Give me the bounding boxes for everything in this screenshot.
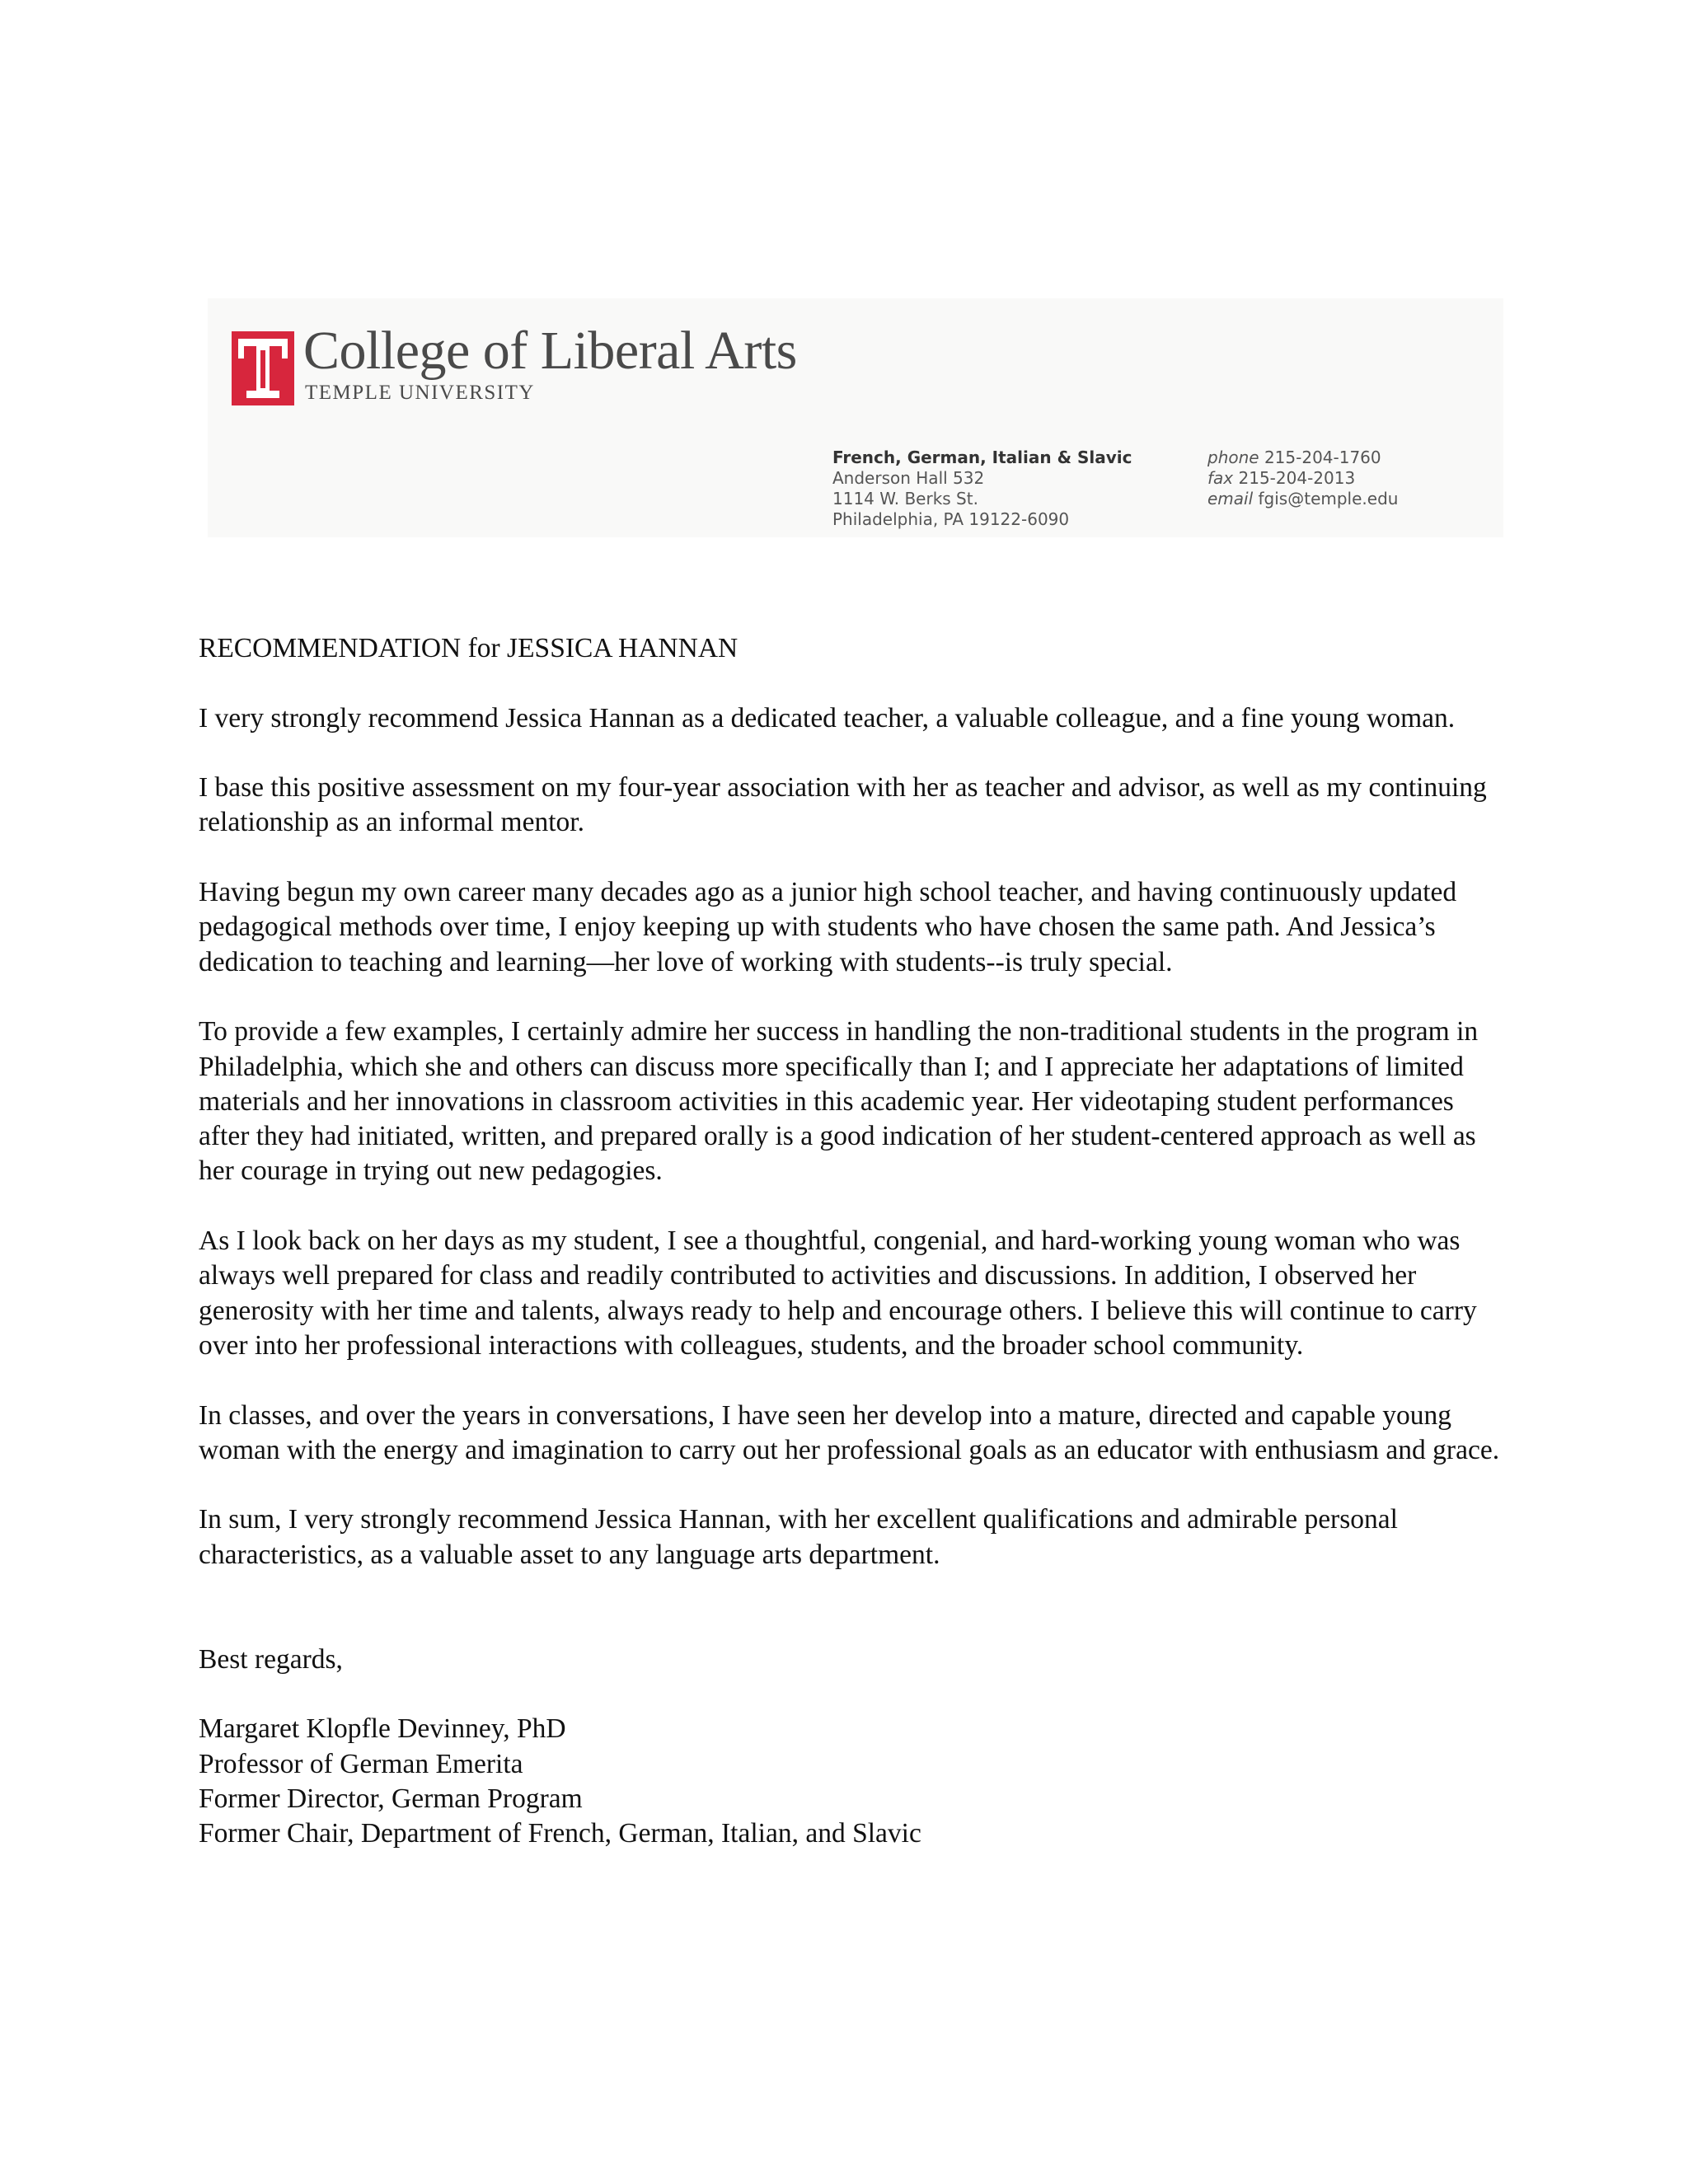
fax-line	[1207, 468, 1398, 489]
phone-line	[1207, 448, 1398, 468]
letter-paragraph: In classes, and over the years in conversations, I have seen her develop into a mature, directed and capable young woman with the energy and imagination to carry out her professional goals as an educator with enthusiasm and grace.	[199, 1399, 1500, 1465]
phone-label: phone	[1207, 448, 1259, 467]
department-contact	[1207, 448, 1398, 509]
letter-paragraph: I base this positive assessment on my four-year association with her as teacher and advisor, as well as my continuing relationship as an informal mentor.	[199, 772, 1487, 838]
email-label: email	[1207, 489, 1254, 509]
email-line	[1207, 489, 1398, 509]
letter-paragraph: In sum, I very strongly recommend Jessica Hannan, with her excellent qualifications and admirable personal characteristics, as a valuable asset to any language arts department.	[199, 1504, 1398, 1570]
letterhead	[208, 298, 1503, 537]
letter-heading: RECOMMENDATION for JESSICA HANNAN	[199, 633, 738, 663]
department-room: Anderson Hall 532	[832, 468, 985, 488]
college-name: College of Liberal Arts	[303, 321, 797, 381]
phone-number: 215-204-1760	[1264, 448, 1381, 467]
department-street: 1114 W. Berks St.	[832, 489, 978, 509]
signature-block	[199, 1712, 1501, 1851]
letter-body	[199, 631, 1501, 1851]
letter-paragraph: As I look back on her days as my student, I see a thoughtful, congenial, and hard-working young woman who was always well prepared for class and readily contributed to activities and discussions. In addition, I observed her generosity with her time and talents, always ready to help and encourage others. I believe this will continue to carry over into her professional interactions with colleagues, students, and the broader school community.	[199, 1226, 1477, 1361]
signature-title: Professor of German Emerita	[199, 1748, 523, 1779]
email-address: fgis@temple.edu	[1258, 489, 1399, 509]
signature-title: Former Chair, Department of French, German, Italian, and Slavic	[199, 1818, 921, 1849]
letter-paragraph: To provide a few examples, I certainly admire her success in handling the non-traditional students in the program in Philadelphia, which she and others can discuss more specifically than I; and I appreciate her adaptations of limited materials and her innovations in classroom activities in this academic year. Her videotaping student performances after they had initiated, written, and prepared orally is a good indication of her student-centered approach as well as her courage in trying out new pedagogies.	[199, 1016, 1479, 1187]
department-city: Philadelphia, PA 19122-6090	[832, 509, 1070, 529]
fax-label: fax	[1207, 468, 1234, 488]
letter-paragraph: Having begun my own career many decades ago as a junior high school teacher, and having continuously updated pedagogical methods over time, I enjoy keeping up with students who have chosen the same path. And Jessica’s dedication to teaching and learning—her love of working with students--is truly special.	[199, 877, 1457, 977]
signature-name: Margaret Klopfle Devinney, PhD	[199, 1713, 566, 1745]
department-address	[832, 448, 1132, 530]
letter-closing: Best regards,	[199, 1643, 343, 1675]
fax-number: 215-204-2013	[1238, 468, 1356, 488]
signature-title: Former Director, German Program	[199, 1783, 583, 1814]
temple-t-logo-icon	[232, 331, 294, 405]
university-name: TEMPLE UNIVERSITY	[305, 382, 535, 404]
department-name: French, German, Italian & Slavic	[832, 448, 1132, 467]
letter-paragraph: I very strongly recommend Jessica Hannan as a dedicated teacher, a valuable colleague, and a fine young woman.	[199, 702, 1456, 733]
